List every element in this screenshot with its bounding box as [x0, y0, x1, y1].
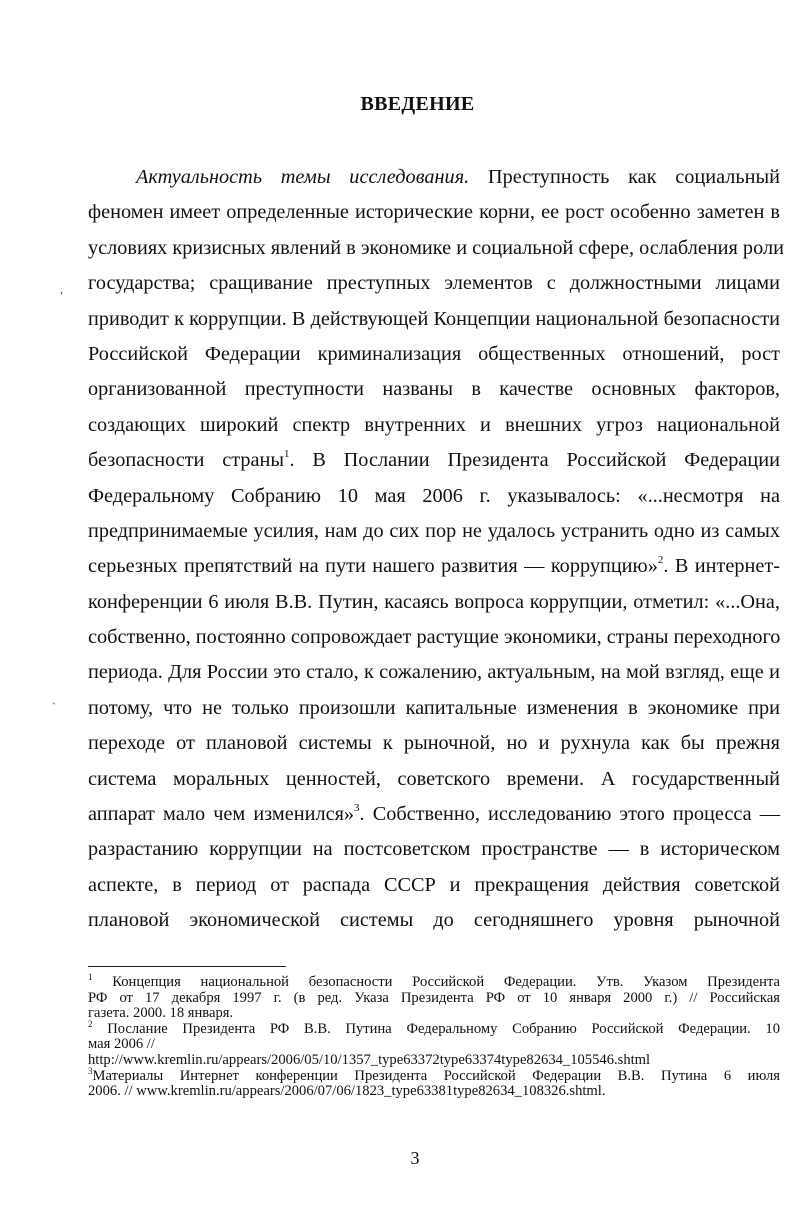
body-line: безопасности страны$^1$. В Послании Президента Российской Федерации [88, 448, 780, 472]
section-heading: ВВЕДЕНИЕ [360, 93, 475, 115]
body-line: собственно, постоянно сопровождает растущие экономики, страны переходного [88, 626, 781, 649]
body-line: разрастанию коррупции на постсоветском пространстве — в историческом [88, 838, 780, 861]
body-line: Актуальность темы исследования. Преступность как социальный [136, 166, 780, 188]
footnote-ref-1[interactable]: 1 [283, 448, 290, 461]
body-line: переходе от плановой системы к рыночной, но и рухнула как бы прежня [88, 732, 780, 755]
footnote-ref-2[interactable]: 2 [657, 554, 664, 567]
body-line: периода. Для России это стало, к сожалению, актуальным, на мой взгляд, еще и [88, 661, 780, 684]
margin-mark: ` [52, 700, 56, 714]
footnote-3: $^3$Материалы Интернет конференции Президента Российской Федерации В.В. Путина 6 июля 2006. // www.kremlin.ru/appears/2006/07/06/1823_type63381type82634_108326.shtml. [88, 1065, 780, 1100]
page-number: 3 [410, 1148, 420, 1168]
footnote-number: 3 [88, 1065, 93, 1076]
footnote-link[interactable]: http://www.kremlin.ru/appears/2006/05/10/1357_type63372type63374type82634_105546.shtml [88, 1051, 651, 1068]
body-line: серьезных препятствий на пути нашего развития — коррупцию»$^2$. В интернет- [88, 554, 780, 578]
body-line: плановой экономической системы до сегодняшнего уровня рыночной [88, 909, 780, 932]
body-line: потому, что не только произошли капитальные изменения в экономике при [88, 696, 780, 719]
margin-mark: , [60, 282, 63, 296]
body-line: организованной преступности названы в качестве основных факторов, [88, 378, 780, 401]
footnote-ref-3[interactable]: 3 [354, 802, 360, 815]
footnote-number: 2 [88, 1018, 93, 1029]
body-line: система моральных ценностей, советского времени. А государственный [88, 767, 780, 790]
body-line: предпринимаемые усилия, нам до сих пор не удалось устранить одно из самых [88, 519, 780, 542]
footnote-2: $^2$ Послание Президента РФ В.В. Путина Федеральному Собранию Российской Федерации. 10 мая 2006 // http://www.kremlin.ru/appears/2006/05/10/1357_type63372type63374type82634_105546.shtml [88, 1018, 780, 1068]
body-line: конференции 6 июля В.В. Путин, касаясь вопроса коррупции, отметил: «...Она, [88, 590, 780, 613]
footnote-number: 1 [88, 972, 93, 982]
footnotes [88, 972, 780, 1100]
body-line: аппарат мало чем изменился»$^3$. Собственно, исследованию этого процесса — [88, 802, 780, 826]
body-line: государства; сращивание преступных элементов с должностными лицами [88, 272, 780, 295]
body-line: Федеральному Собранию 10 мая 2006 г. указывалось: «...несмотря на [88, 484, 780, 507]
footnote-link[interactable]: 2006. // www.kremlin.ru/appears/2006/07/06/1823_type63381type82634_108326.shtml. [88, 1083, 606, 1100]
footnote-separator [88, 966, 286, 967]
body-line: феномен имеет определенные исторические корни, ее рост особенно заметен в [88, 201, 780, 224]
footnote-1: $^1$ Концепция национальной безопасности Российской Федерации. Утв. Указом Президента РФ от 17 декабря 1997 г. (в ред. Указа Президента РФ от 10 января 2000 г.) // Российская газета. 2000. 18 января. [88, 972, 780, 1022]
body-line: создающих широкий спектр внутренних и внешних угроз национальной [88, 413, 780, 436]
body-line: условиях кризисных явлений в экономике и социальной сфере, ослабления роли [88, 236, 784, 259]
body-line: приводит к коррупции. В действующей Концепции национальной безопасности [88, 307, 780, 330]
body-line: аспекте, в период от распада СССР и прекращения действия советской [88, 873, 780, 896]
body-paragraph [88, 160, 784, 939]
body-line: Российской Федерации криминализация общественных отношений, рост [88, 342, 780, 365]
italic-lead-in: Актуальность темы исследования. [136, 166, 470, 188]
